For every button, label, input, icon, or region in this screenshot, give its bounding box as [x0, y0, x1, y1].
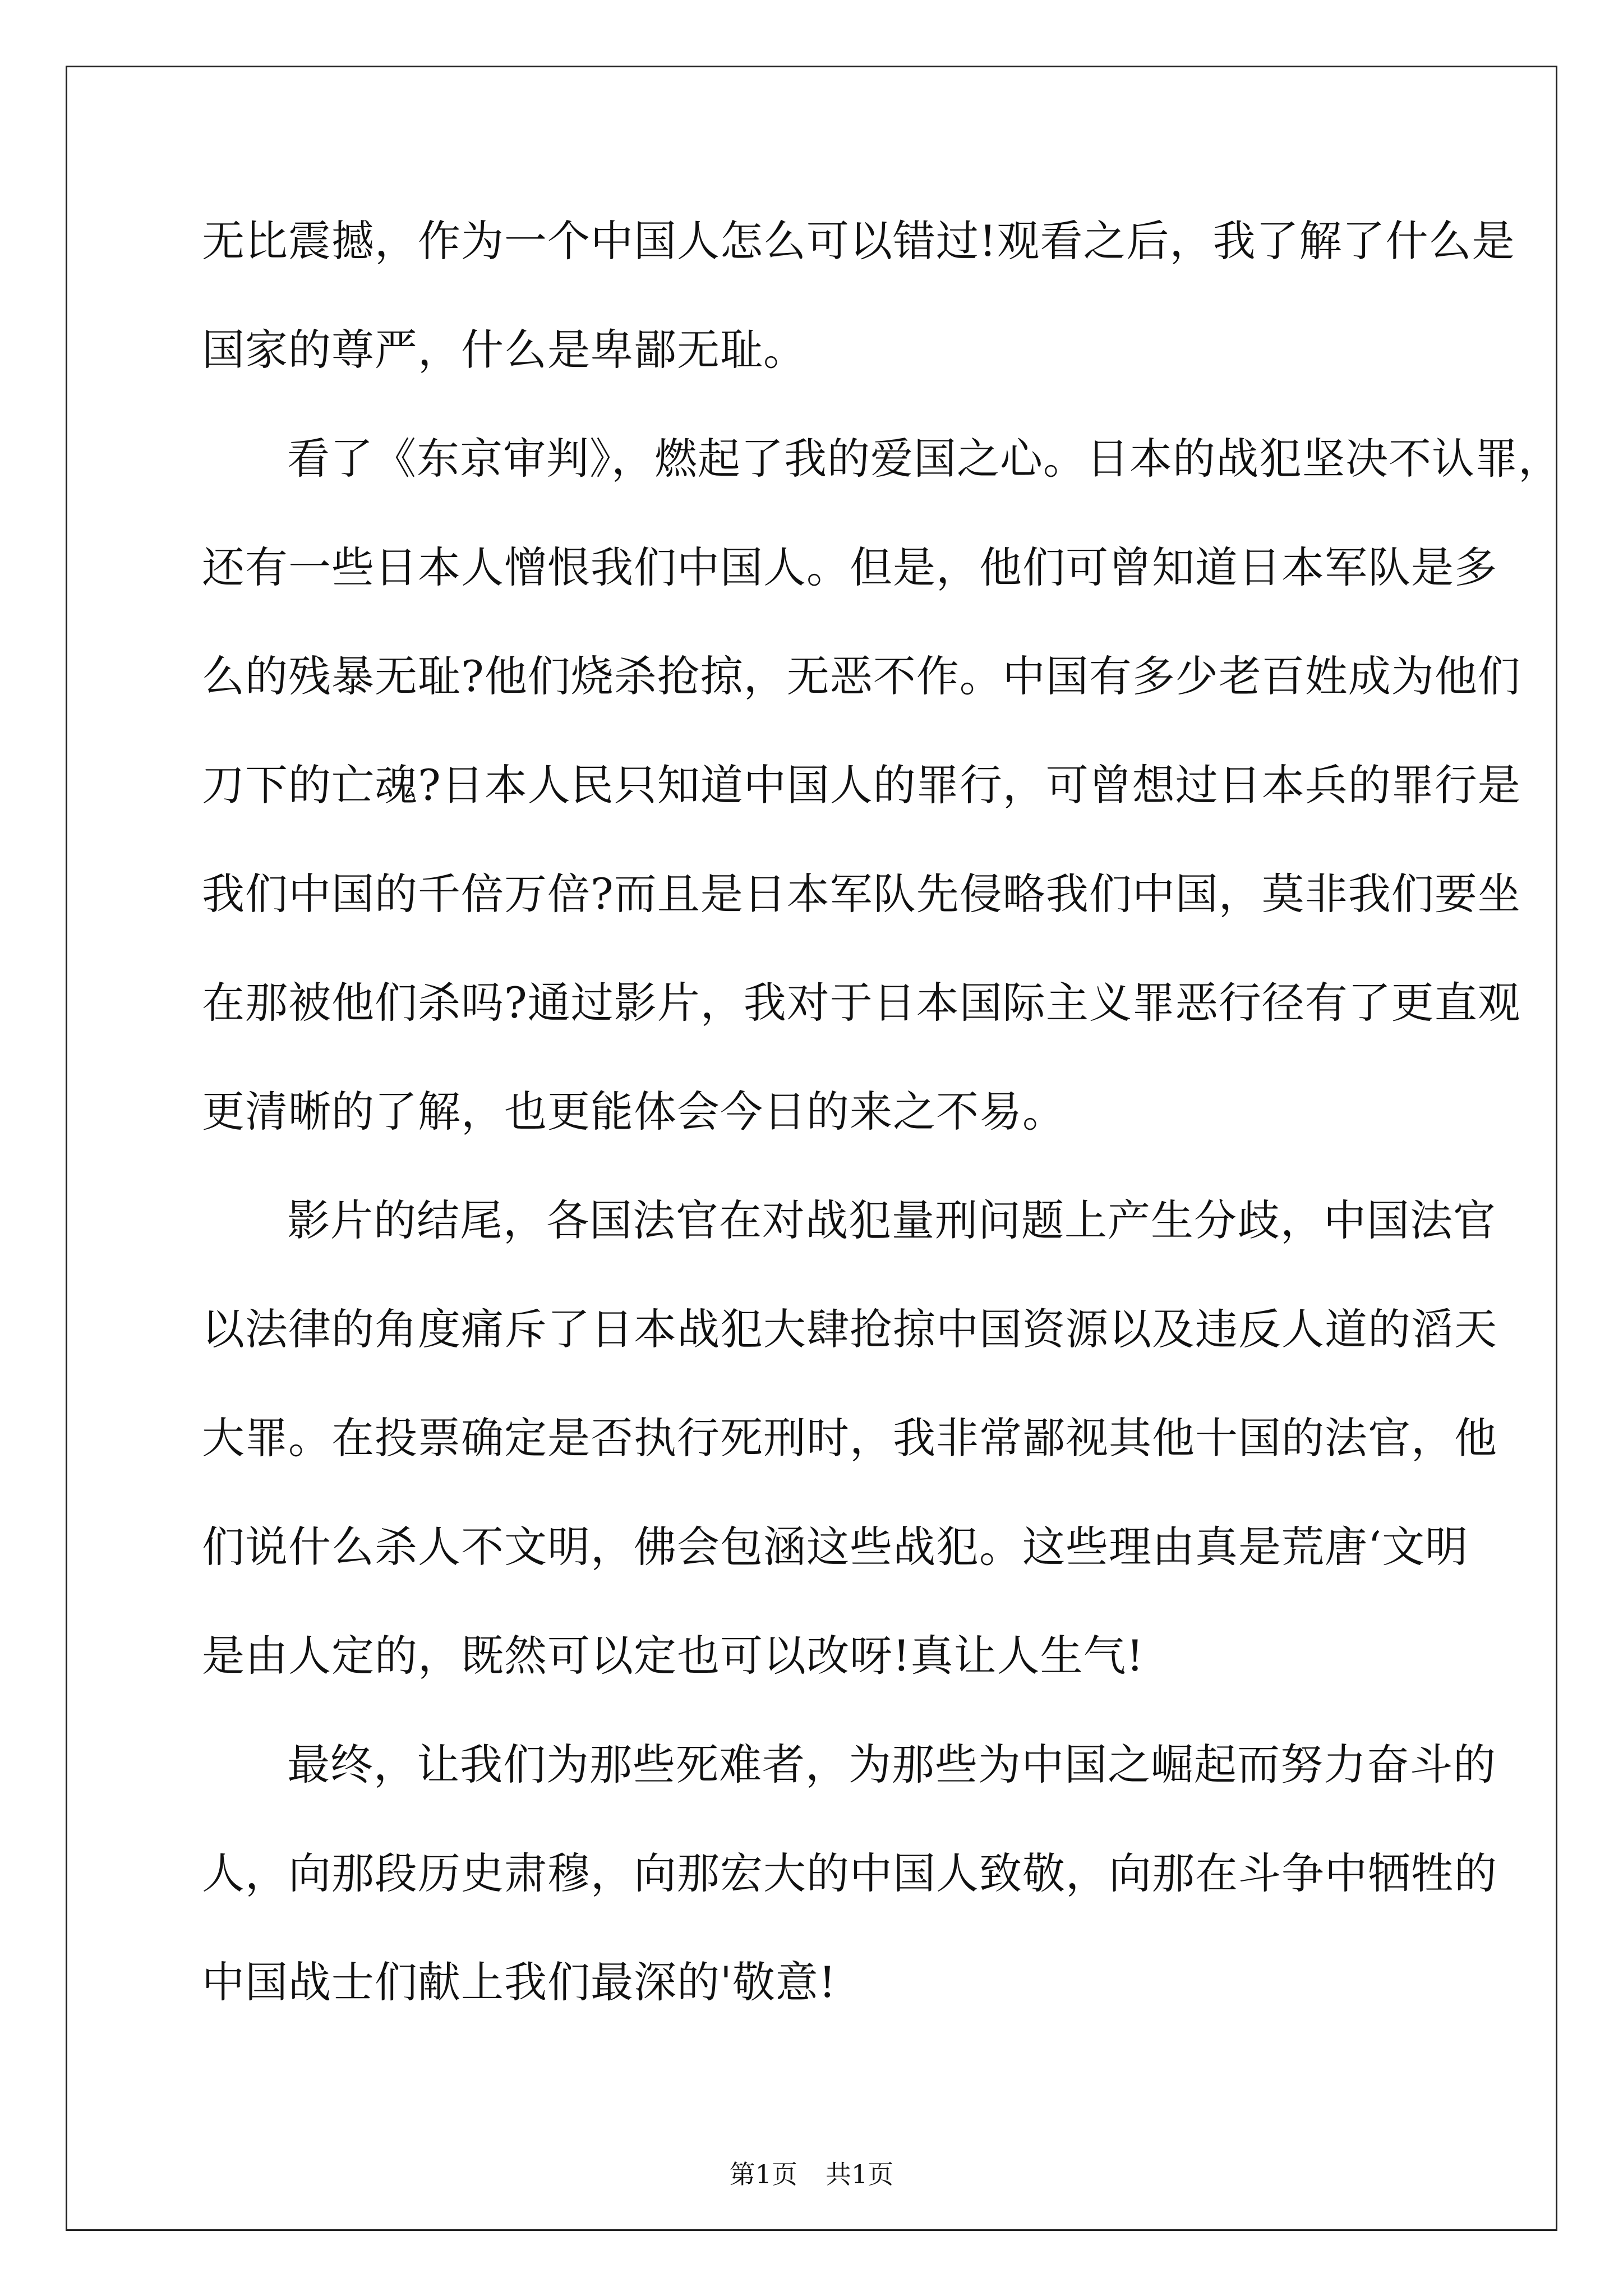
text-line: 么的残暴无耻?他们烧杀抢掠，无恶不作。中国有多少老百姓成为他们 — [202, 651, 1521, 701]
text-line: 们说什么杀人不文明，佛会包涵这些战犯。这些理由真是荒唐‘文明 — [202, 1522, 1469, 1572]
text-line: 中国战士们献上我们最深的'敬意! — [202, 1957, 837, 2007]
text-line: 国家的尊严，什么是卑鄙无耻。 — [202, 325, 806, 375]
text-line: 还有一些日本人憎恨我们中国人。但是，他们可曾知道日本军队是多 — [202, 542, 1497, 592]
paragraph-start-line: 看了《东京审判》，燃起了我的爱国之心。日本的战犯坚决不认罪， — [287, 434, 1561, 484]
paragraph-start-line: 影片的结尾，各国法官在对战犯量刑问题上产生分歧，中国法官 — [287, 1195, 1496, 1245]
page-number-total: 共1页 — [826, 2159, 894, 2189]
page-number-current: 第1页 — [729, 2159, 797, 2189]
page-footer — [0, 2154, 1623, 2191]
paragraph-start-line: 最终，让我们为那些死难者，为那些为中国之崛起而努力奋斗的 — [287, 1740, 1496, 1789]
text-line: 在那被他们杀吗?通过影片，我对于日本国际主义罪恶行径有了更直观 — [202, 978, 1521, 1028]
text-line: 无比震撼，作为一个中国人怎么可以错过!观看之后，我了解了什么是 — [202, 216, 1515, 266]
document-body — [202, 213, 1561, 2063]
text-line: 更清晰的了解，也更能体会今日的来之不易。 — [202, 1087, 1066, 1137]
text-line: 是由人定的，既然可以定也可以改呀!真让人生气! — [202, 1631, 1145, 1681]
text-line: 刀下的亡魂?日本人民只知道中国人的罪行，可曾想过日本兵的罪行是 — [202, 760, 1521, 810]
text-line: 以法律的角度痛斥了日本战犯大肆抢掠中国资源以及违反人道的滔天 — [202, 1304, 1497, 1354]
text-line: 我们中国的千倍万倍?而且是日本军队先侵略我们中国，莫非我们要坐 — [202, 869, 1521, 919]
text-line: 大罪。在投票确定是否执行死刑时，我非常鄙视其他十国的法官，他 — [202, 1413, 1497, 1463]
text-line: 人，向那段历史肃穆，向那宏大的中国人致敬，向那在斗争中牺牲的 — [202, 1848, 1497, 1898]
